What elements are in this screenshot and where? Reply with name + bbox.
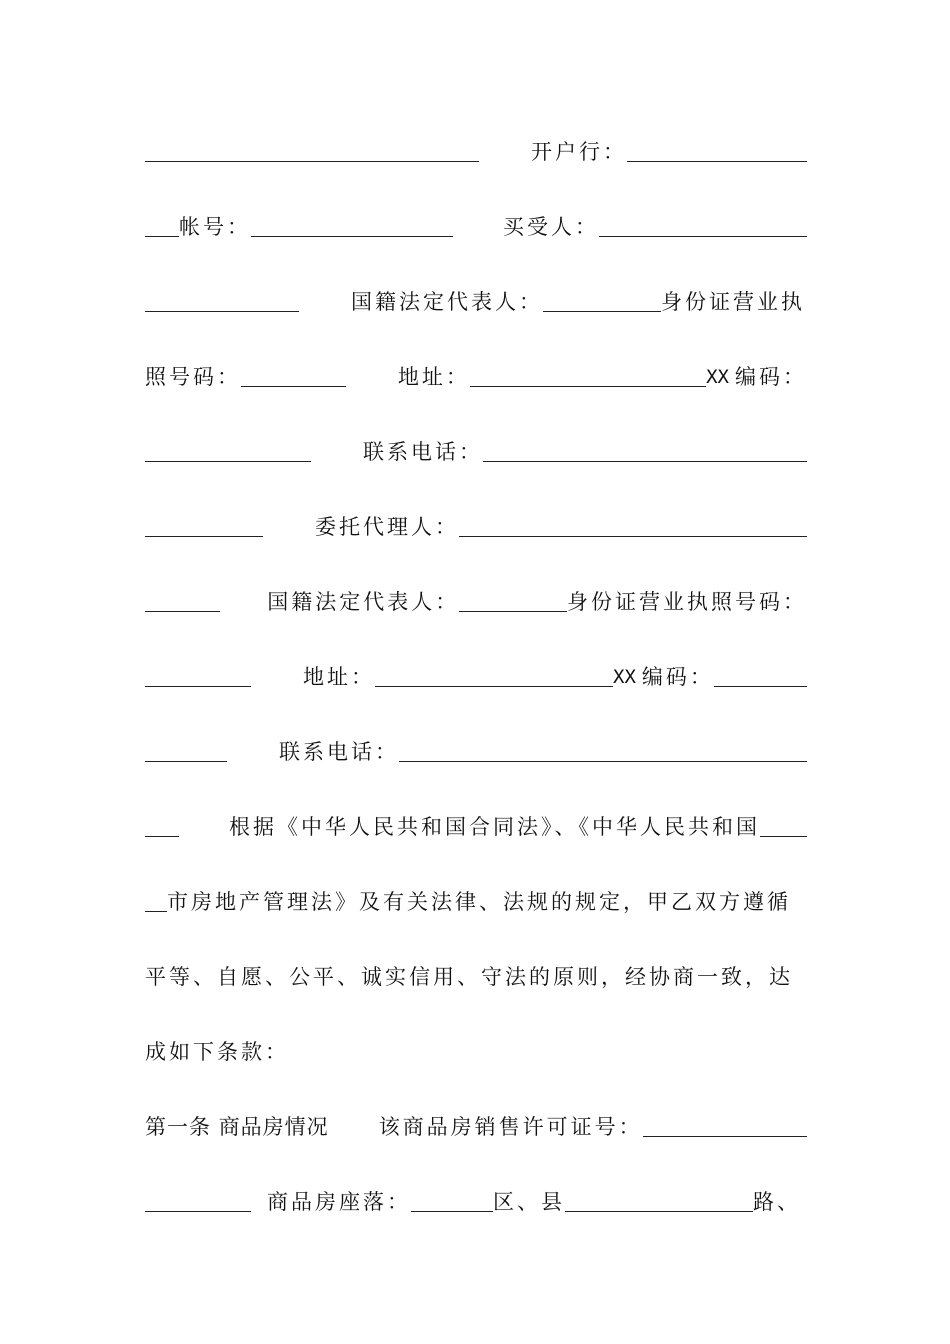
- label-phone: 联系电话：: [363, 440, 483, 464]
- blank-field[interactable]: [145, 686, 251, 687]
- label-bank: 开户行：: [531, 140, 627, 164]
- label-district: 区、县: [493, 1190, 565, 1214]
- label-buyer: 买受人：: [503, 215, 599, 239]
- blank-field[interactable]: [241, 386, 346, 387]
- label-id-license: 身份证营业执: [661, 290, 805, 314]
- blank-field[interactable]: [145, 236, 179, 237]
- line-phone: [145, 426, 807, 466]
- article-heading: 第一条 商品房情况: [145, 1115, 329, 1139]
- line-id-address-postcode: [145, 351, 807, 391]
- label-address-2: 地址：: [303, 665, 375, 689]
- blank-field[interactable]: [760, 836, 807, 837]
- blank-field[interactable]: [145, 161, 479, 162]
- line-agent: [145, 501, 807, 541]
- blank-field[interactable]: [145, 311, 299, 312]
- line-address-postcode-2: [145, 651, 807, 691]
- blank-field[interactable]: [145, 536, 263, 537]
- label-account: 帐号：: [179, 215, 251, 239]
- label-xx-2: XX: [613, 666, 636, 688]
- blank-field[interactable]: [399, 761, 807, 762]
- label-nationality-rep: 国籍法定代表人：: [351, 290, 543, 314]
- label-xx: XX: [706, 366, 729, 388]
- label-postcode-2: 编码：: [641, 665, 714, 689]
- blank-field[interactable]: [145, 1211, 251, 1212]
- label-sales-permit: 该商品房销售许可证号：: [378, 1115, 643, 1139]
- blank-field[interactable]: [145, 461, 311, 462]
- label-nationality-rep-2: 国籍法定代表人：: [267, 590, 460, 614]
- line-paragraph-4: [145, 1026, 807, 1066]
- blank-field[interactable]: [459, 536, 807, 537]
- line-paragraph-1: [145, 801, 807, 841]
- line-paragraph-3: [145, 951, 807, 991]
- blank-field[interactable]: [599, 236, 807, 237]
- blank-field[interactable]: [470, 386, 706, 387]
- blank-field[interactable]: [145, 911, 167, 912]
- label-road: 路、: [753, 1190, 801, 1214]
- blank-field[interactable]: [643, 1136, 807, 1137]
- blank-field[interactable]: [375, 686, 613, 687]
- blank-field[interactable]: [145, 761, 227, 762]
- label-location: 商品房座落：: [267, 1190, 411, 1214]
- label-agent: 委托代理人：: [315, 515, 459, 539]
- label-phone-2: 联系电话：: [279, 740, 399, 764]
- blank-field[interactable]: [251, 236, 453, 237]
- line-property-location: [145, 1176, 807, 1216]
- blank-field[interactable]: [565, 1211, 753, 1212]
- blank-field[interactable]: [714, 686, 807, 687]
- line-phone-2: [145, 726, 807, 766]
- line-nationality-rep-2: [145, 576, 807, 616]
- blank-field[interactable]: [627, 161, 807, 162]
- blank-field[interactable]: [483, 461, 807, 462]
- blank-field[interactable]: [543, 311, 661, 312]
- label-id-license-number: 身份证营业执照号码：: [567, 590, 807, 614]
- label-address: 地址：: [397, 365, 470, 389]
- line-article-1: [145, 1101, 807, 1141]
- blank-field[interactable]: [145, 836, 179, 837]
- paragraph-text: 市房地产管理法》及有关法律、法规的规定，甲乙双方遵循: [167, 890, 791, 914]
- label-postcode: 编码：: [735, 365, 807, 389]
- paragraph-text: 平等、自愿、公平、诚实信用、守法的原则，经协商一致，达: [145, 965, 793, 989]
- label-id-number: 照号码：: [145, 365, 241, 389]
- line-paragraph-2: [145, 876, 807, 916]
- blank-field[interactable]: [411, 1211, 493, 1212]
- paragraph-text: 成如下条款：: [145, 1040, 289, 1064]
- paragraph-text: 根据《中华人民共和国合同法》、《中华人民共和国: [229, 815, 760, 839]
- line-account-bank: [145, 126, 807, 166]
- line-account-buyer: [145, 201, 807, 241]
- blank-field[interactable]: [145, 611, 220, 612]
- line-nationality-rep: [145, 276, 807, 316]
- blank-field[interactable]: [459, 611, 567, 612]
